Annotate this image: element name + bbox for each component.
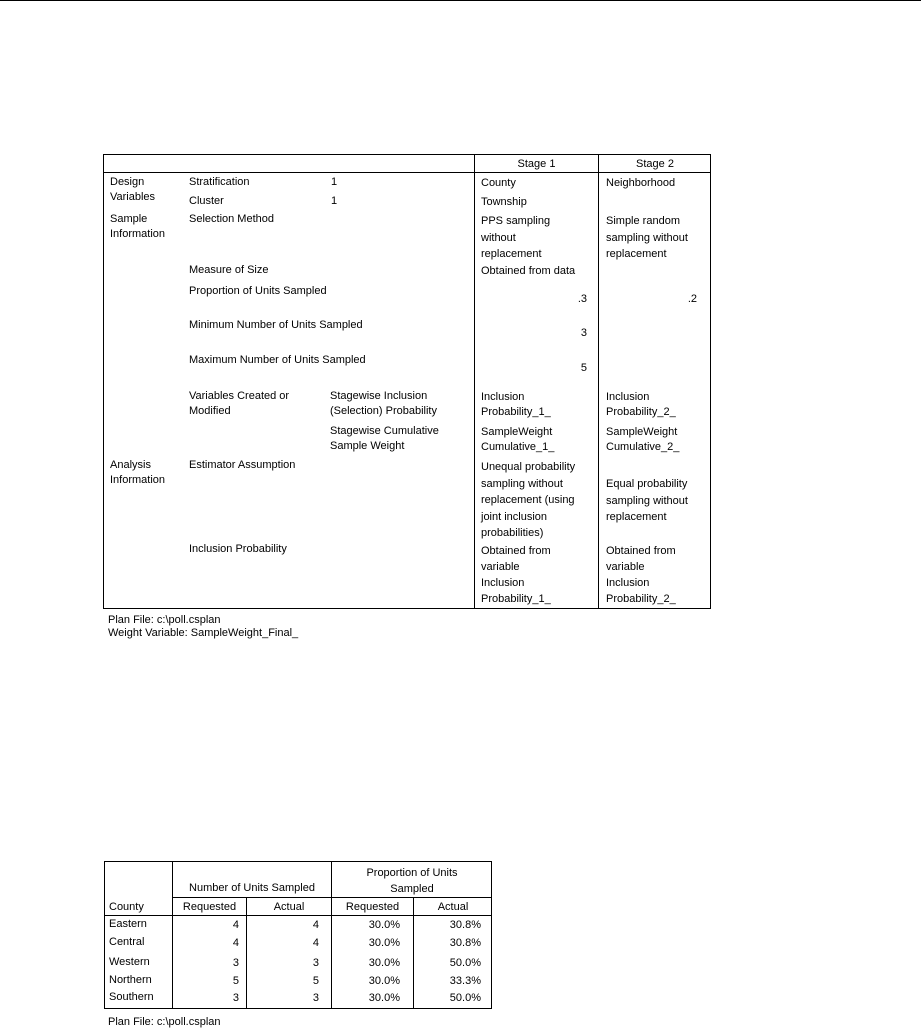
row-inclusion-stage2: Inclusion Probability_2_ [606,391,676,418]
design-table-header-rule [103,172,711,173]
actual-cell: 4 [312,919,319,931]
units-table-subheader-rule [172,897,492,898]
row-stratification-label: Stratification [189,176,250,188]
actual-cell: 4 [312,937,319,949]
requested-cell: 3 [232,957,239,969]
design-footnote-plan-file: Plan File: c:\poll.csplan [108,614,221,626]
actual-pct-cell: 33.3% [449,975,481,987]
row-estimator-stage2: Equal probability sampling without replacement [606,478,688,523]
requested-header: Requested [182,901,237,913]
design-table-stage2-divider [598,154,599,609]
design-footnote-weight-variable: Weight Variable: SampleWeight_Final_ [108,627,299,639]
row-maximum-label: Maximum Number of Units Sampled [189,354,366,366]
actual-pct-cell: 30.8% [449,919,481,931]
proportion-units-sampled-header: Proportion of Units Sampled [366,867,458,895]
actual-pct-cell: 50.0% [449,992,481,1004]
row-inclusion-sublabel: Stagewise Inclusion (Selection) Probability [330,390,437,417]
requested-cell: 4 [232,937,239,949]
number-units-sampled-header: Number of Units Sampled [189,882,315,894]
actual-cell: 3 [312,992,319,1004]
row-proportion-stage1: .3 [577,293,587,305]
actual-pct-header: Actual [437,901,469,913]
row-stratification-stage1: County [481,177,516,189]
row-stratification-stage2: Neighborhood [606,177,676,189]
county-cell: Western [109,956,150,968]
actual-pct-cell: 30.8% [449,937,481,949]
row-maximum-stage1: 5 [580,362,587,374]
row-inclusion-probability-stage1: Obtained from variable Inclusion Probability_1_ [481,545,551,605]
row-inclusion-probability-stage2: Obtained from variable Inclusion Probability_2_ [606,545,676,605]
row-selection-method-stage2: Simple random sampling without replacement [606,215,688,260]
county-header: County [109,901,144,913]
row-estimator-label: Estimator Assumption [189,459,296,471]
row-minimum-label: Minimum Number of Units Sampled [189,319,363,331]
county-cell: Eastern [109,918,147,930]
actual-cell: 3 [312,957,319,969]
units-table-header-rule [104,915,492,916]
requested-cell: 4 [232,919,239,931]
row-cumulative-stage2: SampleWeight Cumulative_2_ [606,426,680,453]
stage2-header: Stage 2 [636,158,674,170]
row-estimator-stage1: Unequal probability sampling without replacement (using joint inclusion probabilities) [481,461,576,539]
row-selection-method-label: Selection Method [189,213,274,225]
row-cluster-stage1: Township [481,196,527,208]
row-measure-of-size-stage1: Obtained from data [481,265,576,277]
units-footnote-plan-file: Plan File: c:\poll.csplan [108,1016,221,1028]
requested-pct-cell: 30.0% [368,937,400,949]
county-cell: Northern [109,974,152,986]
requested-pct-cell: 30.0% [368,919,400,931]
requested-pct-cell: 30.0% [368,992,400,1004]
group-design-variables: Design Variables [110,176,156,203]
requested-pct-cell: 30.0% [368,975,400,987]
design-table-stage1-divider [474,154,475,609]
actual-header: Actual [273,901,305,913]
stage1-header: Stage 1 [517,158,556,170]
group-sample-information: Sample Information [110,213,166,240]
county-cell: Southern [109,991,154,1003]
row-proportion-label: Proportion of Units Sampled [189,285,327,297]
row-variables-created-label: Variables Created or Modified [189,390,290,417]
requested-pct-header: Requested [345,901,400,913]
row-measure-of-size-label: Measure of Size [189,264,269,276]
row-proportion-stage2: .2 [687,293,697,305]
page-top-rule [0,0,921,1]
row-selection-method-stage1: PPS sampling without replacement [481,215,551,260]
actual-pct-cell: 50.0% [449,957,481,969]
row-stratification-index: 1 [331,176,338,188]
row-cluster-index: 1 [331,195,338,207]
county-cell: Central [109,936,145,948]
actual-cell: 5 [312,975,319,987]
requested-cell: 5 [232,975,239,987]
row-cumulative-sublabel: Stagewise Cumulative Sample Weight [330,425,439,452]
row-inclusion-stage1: Inclusion Probability_1_ [481,391,551,418]
requested-cell: 3 [232,992,239,1004]
row-cumulative-stage1: SampleWeight Cumulative_1_ [481,426,555,453]
row-inclusion-probability-label: Inclusion Probability [189,543,287,555]
row-minimum-stage1: 3 [580,327,587,339]
group-analysis-information: Analysis Information [110,459,166,486]
row-cluster-label: Cluster [189,195,224,207]
requested-pct-cell: 30.0% [368,957,400,969]
